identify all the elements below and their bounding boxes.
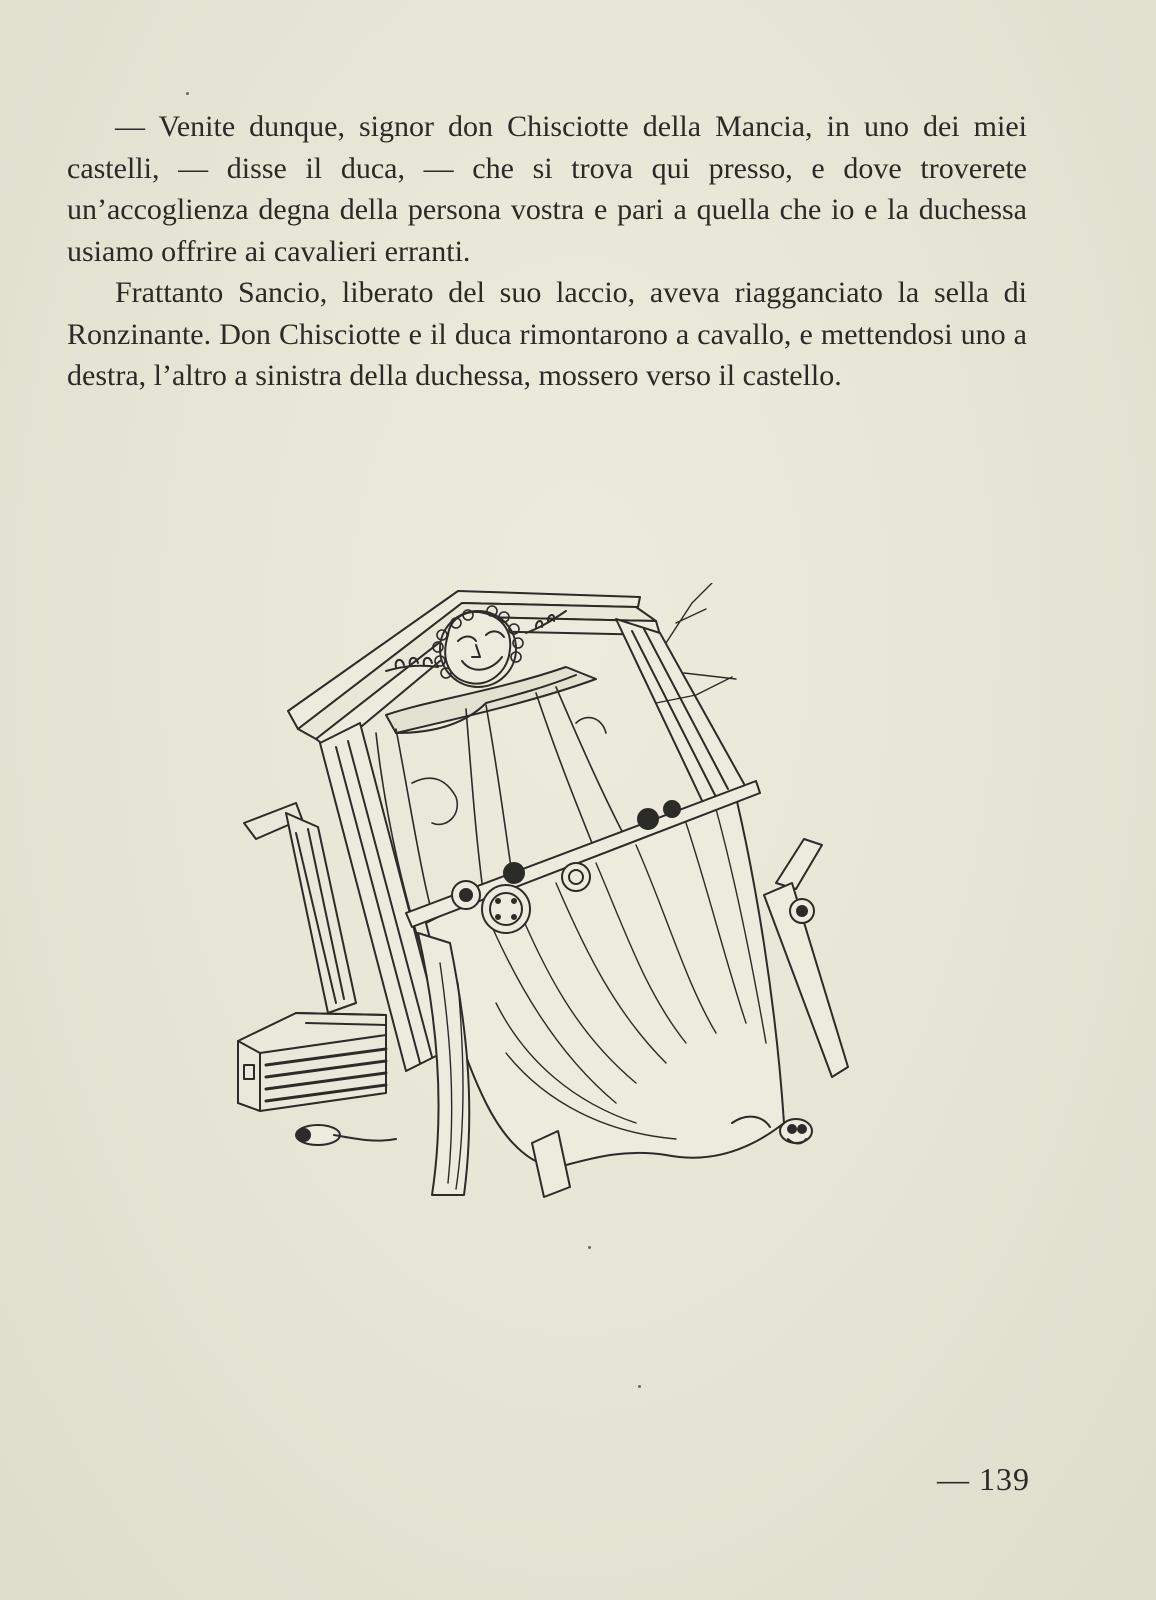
paper-speck xyxy=(588,1246,591,1249)
body-text xyxy=(67,106,1027,397)
paragraph-2: Frattanto Sancio, liberato del suo laccio, aveva riagganciato la sella di Ronzinante. Don Chisciotte e il duca rimontarono a cavallo, e mettendosi uno a destra, l’altro a sinistra della duchessa, mossero verso il castello. xyxy=(67,276,1027,392)
shield-puppet xyxy=(482,885,530,933)
chest-drawing xyxy=(238,1013,386,1111)
left-plank xyxy=(244,803,356,1013)
page-number: — 139 xyxy=(937,1461,1030,1497)
puppet-theatre-illustration xyxy=(236,583,866,1233)
paragraph-1: — Venite dunque, signor don Chisciotte della Mancia, in uno dei miei castelli, — disse il duca, — che si trova qui presso, e dove troverete un’accoglienza degna della persona vostra e pari a quella che io e la duchessa usiamo offrire ai cavalieri erranti. xyxy=(67,110,1027,268)
paper-speck xyxy=(638,1385,641,1388)
front-drape xyxy=(418,797,784,1195)
paper-speck xyxy=(186,92,189,95)
